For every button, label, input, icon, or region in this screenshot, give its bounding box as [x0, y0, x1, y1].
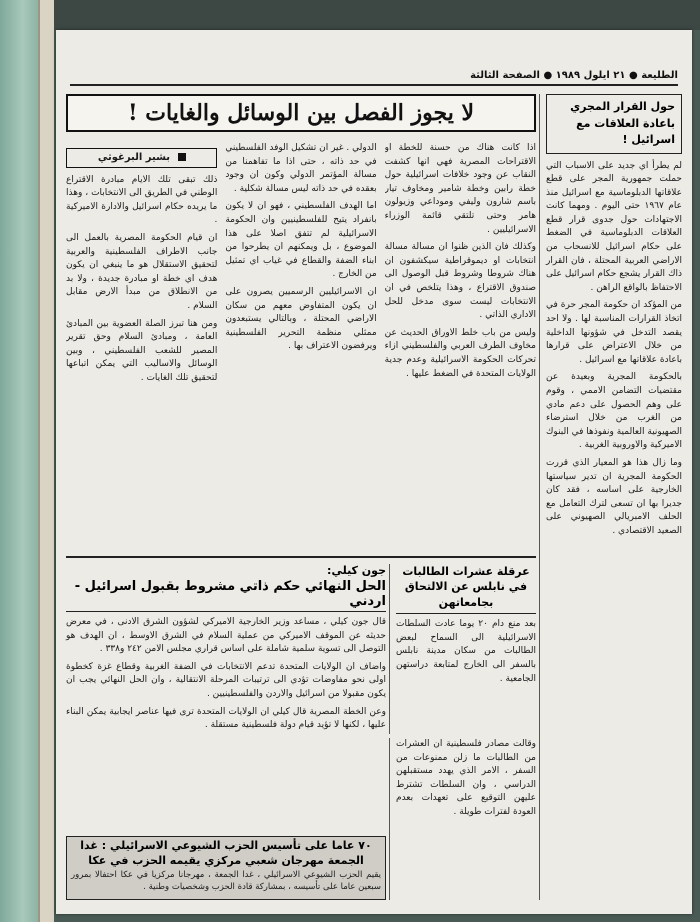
- sidebar-paragraph: من المؤكد ان حكومة المجر حرة في اتخاذ القرارات المناسبة لها . ولا احد يقصد التدخل في شؤونها الداخلية من خلال الاعتراض على قرارها باعادة علاقاتها مع اسرائيل .: [546, 300, 682, 365]
- article-column-2: [225, 142, 376, 552]
- main-headline: لا يجوز الفصل بين الوسائل والغايات !: [66, 94, 536, 132]
- kelly-kicker: جون كيلي:: [327, 564, 386, 577]
- nablus-article-continued: [389, 738, 536, 900]
- article-column-1: [385, 142, 536, 552]
- kelly-paragraph: وعن الخطة المصرية قال كيلي ان الولايات المتحدة ترى فيها عناصر ايجابية يمكن البناء عليها ، لكنها لا تؤيد قيام دولة فلسطينية مستقلة .: [66, 706, 386, 731]
- nablus-paragraph: بعد منع دام ٢٠ يوما عادت السلطات الاسرائيلية الى السماح لبعض الطالبات من سكان مدينة نابلس بالسفر الى الخارج لمتابعة دراستهن الجامعية .: [396, 619, 536, 684]
- author-name: بشير البرغوثي: [97, 152, 171, 163]
- section-divider: [66, 556, 536, 558]
- sidebar-column: [539, 94, 682, 900]
- article-columns: [66, 142, 536, 552]
- sidebar-body: [546, 160, 682, 539]
- scan-top-shadow: [0, 0, 700, 30]
- header-date-text: الطليعة ● ٢١ ايلول ١٩٨٩ ● الصفحة الثالثة: [470, 69, 678, 81]
- party-anniversary-text: يقيم الحزب الشيوعي الاسرائيلي ، غدا الجمعة ، مهرجانا مركزيا في عكا احتفالا بمرور سبعين عاما على تأسيسه ، بمشاركة قادة الحزب وشخصيات وطنية .: [71, 869, 381, 892]
- article-paragraph: ان قيام الحكومة المصرية بالعمل الى جانب الاطراف الفلسطينية والعربية لتحقيق الاستقلال هو ما ينبغي ان يكون هدف اي خطة او مبادرة جديدة ، ولا بد من الانطلاق من مبدأ الارض مقابل السلام .: [66, 232, 218, 311]
- kelly-headline: الحل النهائي حكم ذاتي مشروط بقبول اسرائيل - اردني: [66, 579, 386, 612]
- party-anniversary-headline: ٧٠ عاما على تأسيس الحزب الشيوعي الاسرائيلي : غدا الجمعة مهرجان شعبي مركزي يقيمه الحزب في عكا: [80, 839, 372, 867]
- nablus-body: [396, 618, 536, 686]
- nablus-body-continued: [396, 738, 536, 820]
- kelly-paragraph: واضاف ان الولايات المتحدة تدعم الانتخابات في الضفة الغربية وقطاع غزة كخطوة اولى نحو مفاوضات تؤدي الى ترتيبات المرحلة الانتقالية ، وان الحل النهائي يجب ان يكون مقبولا من اسرائيل والاردن والفلسطينيين .: [66, 661, 386, 699]
- article-paragraph: ذلك تبقى تلك الايام مبادرة الاقتراع الوطني في الطريق الى الانتخابات ، وهذا ما يريده حكام اسرائيل والادارة الاميركية .: [66, 174, 218, 226]
- nablus-headline: عرقلة عشرات الطالبات في نابلس عن الالتحاق بجامعاتهن: [396, 564, 536, 614]
- nablus-article: [389, 564, 536, 734]
- sidebar-paragraph: بالحكومة المجرية وبعيدة عن مقتضيات التضامن الاممي ، وقوم على وهم الحصول على دعم مادي من الغرب من خلال استرضاء الصهيونية العالمية ونفوذها في البنوك الاميركية والاوروبية الغربية .: [546, 372, 682, 451]
- main-article: [66, 94, 536, 900]
- article-paragraph: ومن هنا تبرز الصلة العضوية بين المبادئ العامة ، ومبادئ السلام وحق تقرير المصير للشعب الفلسطيني ، وبين الوسائل والاساليب التي يمكن اتباعها لتحقيق تلك الغايات .: [66, 318, 218, 383]
- binder-pages-edge: [38, 0, 54, 922]
- article-paragraph: وليس من باب خلط الاوراق الحديث عن مخاوف الطرف العربي والفلسطيني ازاء تحركات الحكومة الاسرائيلية وعدم جدية الولايات المتحدة في الضغط عليها .: [384, 327, 536, 379]
- sidebar-paragraph: لم يطرأ اي جديد على الاسباب التي حملت جمهورية المجر على قطع علاقاتها الدبلوماسية مع اسرائيل منذ عام ١٩٦٧ حتى اليوم . ومهما كانت الاجتهادات حول جدوى قرار قطع العلاقات الدبلوماسية في الضغط على حكام اسرائيل للانسحاب من الاراضي العربية المحتلة ، فان القرار ذاك القرار يشجع حكام اسرائيل على الاحتفاظ بالواقع الراهن .: [546, 160, 682, 293]
- sidebar-title: حول القرار المجري باعادة العلاقات مع اسرائيل !: [546, 94, 682, 154]
- article-paragraph: ان الاسرائيليين الرسميين يصرون على ان يكون المتفاوض معهم من سكان الاراضي المحتلة ، وبالتالي يستبعدون ممثلي منظمة التحرير الفلسطينية ويرفضون الاعتراف بها .: [225, 286, 377, 352]
- article-paragraph: اما الهدف الفلسطيني ، فهو ان لا يكون بانفراد يتيح للفلسطينيين وان الحكومة الاسرائيلية لم تتفق اصلا على هذا الموضوع ، بل ويمكنهم ان يطرحوا من ابناء الضفة والقطاع في غياب اي تمثيل من الخارج .: [225, 201, 377, 280]
- author-box: [66, 148, 217, 168]
- kelly-body: [66, 616, 386, 733]
- bullet-square-icon: [178, 153, 186, 161]
- binder-cover: [0, 0, 38, 922]
- party-anniversary-box: [66, 836, 386, 900]
- page-header: [70, 66, 678, 86]
- kelly-article: [66, 564, 386, 834]
- sidebar-paragraph: وما زال هذا هو المعيار الذي قررت الحكومة المجرية ان تدير سياستها الخارجية على اساسه ، فقد كان جديرا بها ان تسعى لترك التعامل مع الحلف الامبريالي الصهيوني على الصعيد الاقتصادي .: [546, 457, 682, 536]
- newspaper-page: [56, 30, 692, 914]
- nablus-paragraph: وقالت مصادر فلسطينية ان العشرات من الطالبات ما زلن ممنوعات من السفر ، الامر الذي يهدد مستقبلهن الدراسي ، وان السلطات تشترط عليهن التوقيع على تعهدات بعدم العودة لفترات طويلة .: [396, 739, 536, 817]
- article-paragraph: اذا كانت هناك من حسنة للخطة او الاقتراحات المصرية فهي انها كشفت النقاب عن وجود خلافات اسرائيلية حول خطة رابين وخطة شامير ومخاوف تيار باسم شارون وليفي وموداعي وزيولون هامر وحتى تلتقي قائمة الوزراء الاسرائيليين .: [384, 143, 536, 235]
- kelly-paragraph: قال جون كيلي ، مساعد وزير الخارجية الاميركي لشؤون الشرق الادنى ، في معرض حديثه عن الموقف الاميركي من عملية السلام في الشرق الاوسط ، ان الهدف هو التوصل الى تسوية سلمية شاملة على اساس قراري مجلس الامن ٢٤٢ و٣٣٨ .: [66, 617, 386, 655]
- article-paragraph: وكذلك فان الذين ظنوا ان مسالة مسالة انتخابات او ديموقراطية سيكشفون ان هناك شروطا وشروط قبل الوصول الى صندوق الاقتراع ، وهذا يتلخص في ان الانتخابات ليست سوى مدخل للحل الاداري الذاتي .: [384, 242, 536, 321]
- article-column-3: [66, 142, 217, 552]
- article-paragraph: الدولي . غير ان تشكيل الوفد الفلسطيني في حد ذاته ، حتى اذا ما تفاهمنا من مسالة المؤتمر الدولي وكون ان وجود بعقده في حد ذاته ليس مسالة شكلية .: [225, 143, 377, 194]
